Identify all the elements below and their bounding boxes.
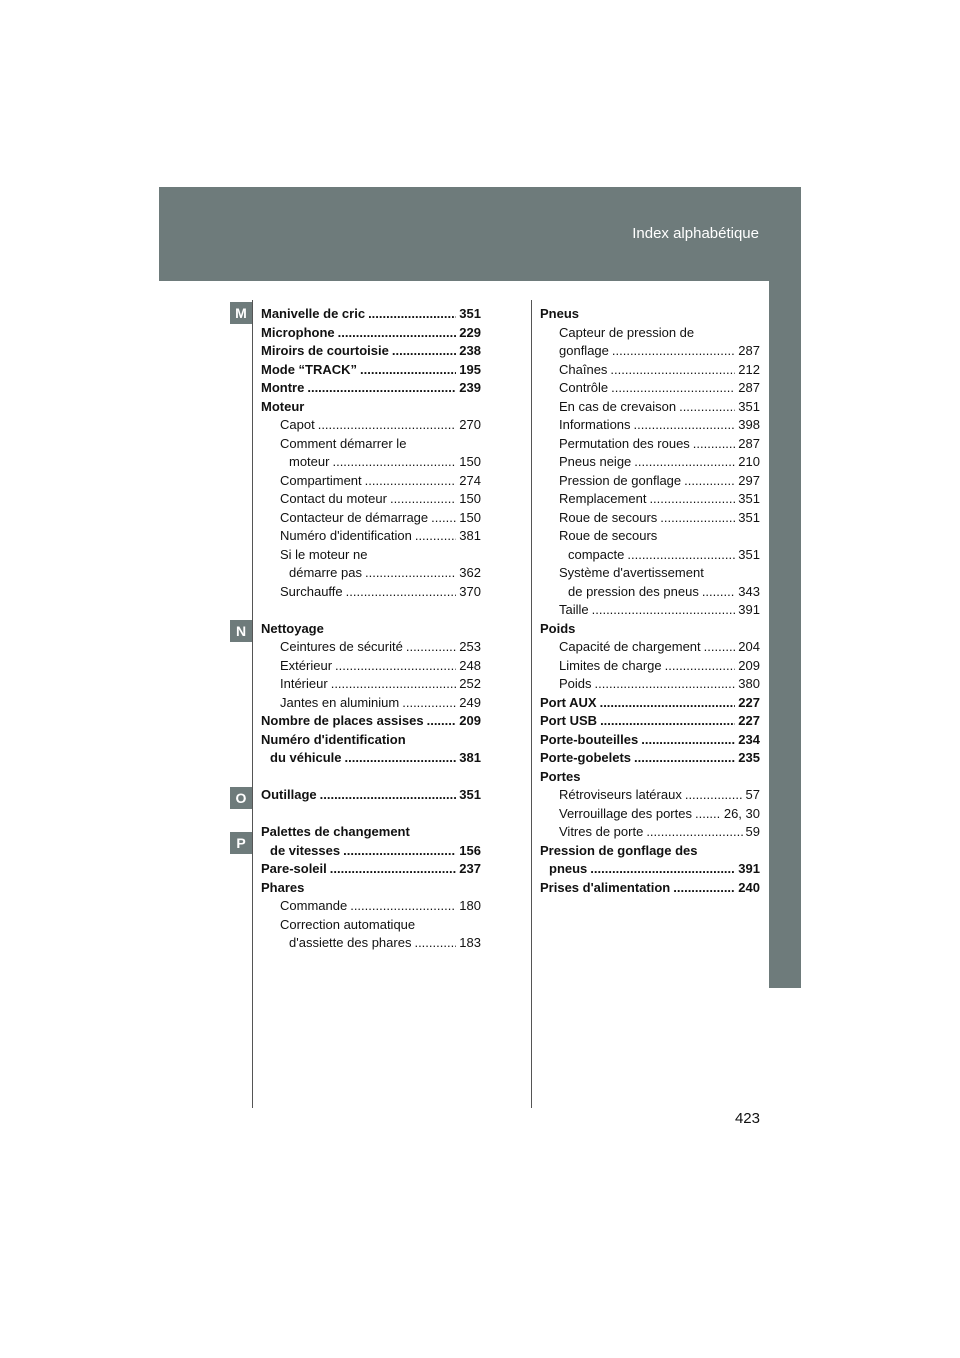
index-subentry: démarre pas ..... 362 xyxy=(261,564,481,583)
index-heading: Pneus xyxy=(540,306,580,321)
index-subentry: Si le moteur ne xyxy=(280,546,368,562)
index-heading: Numéro d'identification xyxy=(261,731,406,747)
index-entry: Prises d'alimentation ..... 240 xyxy=(540,879,760,898)
index-subentry: gonflage ..... 287 xyxy=(540,342,760,361)
letter-tab-o: O xyxy=(230,787,252,809)
index-subentry: Correction automatique xyxy=(280,916,416,932)
index-entry: Outillage ..... 351 xyxy=(261,786,481,805)
index-subentry: Intérieur ..... 252 xyxy=(261,675,481,694)
index-heading: Poids xyxy=(540,620,576,636)
index-column-left xyxy=(261,305,481,953)
index-entry: Port AUX ..... 227 xyxy=(540,694,760,713)
index-entry: pneus ..... 391 xyxy=(540,860,760,879)
index-entry: Microphone ..... 229 xyxy=(261,324,481,343)
index-subentry: Surchauffe ..... 370 xyxy=(261,583,481,602)
index-subentry: Jantes en aluminium ..... 249 xyxy=(261,694,481,713)
index-subentry: Comment démarrer le xyxy=(280,435,407,451)
index-subentry: Commande ..... 180 xyxy=(261,897,481,916)
header-title: Index alphabétique xyxy=(632,225,759,242)
index-subentry: Remplacement ..... 351 xyxy=(540,490,760,509)
index-entry: Porte-gobelets ..... 235 xyxy=(540,749,760,768)
index-entry: Port USB ..... 227 xyxy=(540,712,760,731)
letter-tab-p: P xyxy=(230,832,252,854)
index-entry: Manivelle de cric ..... 351 xyxy=(261,305,481,324)
index-heading: Moteur xyxy=(261,398,305,414)
index-subentry: Roue de secours ..... 351 xyxy=(540,509,760,528)
index-entry: Miroirs de courtoisie ..... 238 xyxy=(261,342,481,361)
index-subentry: Extérieur ..... 248 xyxy=(261,657,481,676)
index-subentry: Système d'avertissement xyxy=(559,565,704,580)
page-header xyxy=(159,187,801,281)
index-subentry: Pneus neige ..... 210 xyxy=(540,453,760,472)
index-subentry: Rétroviseurs latéraux ..... 57 xyxy=(540,786,760,805)
index-heading: Phares xyxy=(261,879,305,895)
index-subentry: Permutation des roues ..... 287 xyxy=(540,435,760,454)
index-subentry: Capteur de pression de xyxy=(559,324,695,340)
index-subentry: Taille ..... 391 xyxy=(540,601,760,620)
letter-tab-n: N xyxy=(230,620,252,642)
index-heading: Nettoyage xyxy=(261,620,324,636)
index-subentry: Verrouillage des portes ..... 26, 30 xyxy=(540,805,760,824)
index-entry: Pare-soleil ..... 237 xyxy=(261,860,481,879)
index-subentry: d'assiette des phares ..... 183 xyxy=(261,934,481,953)
index-subentry: Poids ..... 380 xyxy=(540,675,760,694)
index-subentry: Capot ..... 270 xyxy=(261,416,481,435)
index-subentry: Ceintures de sécurité ..... 253 xyxy=(261,638,481,657)
index-heading: Portes xyxy=(540,768,581,784)
index-subentry: Vitres de porte ..... 59 xyxy=(540,823,760,842)
index-subentry: Pression de gonflage ..... 297 xyxy=(540,472,760,491)
index-entry: du véhicule ..... 381 xyxy=(261,749,481,768)
index-subentry: de pression des pneus ..... 343 xyxy=(540,583,760,602)
index-heading: Palettes de changement xyxy=(261,824,410,839)
index-subentry: Informations ..... 398 xyxy=(540,416,760,435)
index-subentry: Roue de secours xyxy=(559,528,658,543)
index-subentry: Contrôle ..... 287 xyxy=(540,379,760,398)
index-subentry: Contact du moteur ..... 150 xyxy=(261,490,481,509)
index-entry: Montre ..... 239 xyxy=(261,379,481,398)
letter-tab-m: M xyxy=(230,302,252,324)
index-subentry: moteur ..... 150 xyxy=(261,453,481,472)
index-heading: Pression de gonflage des xyxy=(540,842,698,858)
index-subentry: Limites de charge ..... 209 xyxy=(540,657,760,676)
index-subentry: Compartiment ..... 274 xyxy=(261,472,481,491)
index-subentry: Numéro d'identification ..... 381 xyxy=(261,527,481,546)
index-entry: Mode “TRACK” ..... 195 xyxy=(261,361,481,380)
section-side-tab xyxy=(769,281,801,988)
index-subentry: Chaînes ..... 212 xyxy=(540,361,760,380)
index-column-right xyxy=(540,305,760,897)
middle-column-rule xyxy=(531,300,532,1108)
index-entry: de vitesses ..... 156 xyxy=(261,842,481,861)
left-column-rule xyxy=(252,300,253,1108)
index-subentry: compacte ..... 351 xyxy=(540,546,760,565)
index-entry: Nombre de places assises ..... 209 xyxy=(261,712,481,731)
page-number: 423 xyxy=(734,1110,760,1127)
index-subentry: En cas de crevaison ..... 351 xyxy=(540,398,760,417)
index-subentry: Contacteur de démarrage ..... 150 xyxy=(261,509,481,528)
index-entry: Porte-bouteilles ..... 234 xyxy=(540,731,760,750)
index-subentry: Capacité de chargement ..... 204 xyxy=(540,638,760,657)
